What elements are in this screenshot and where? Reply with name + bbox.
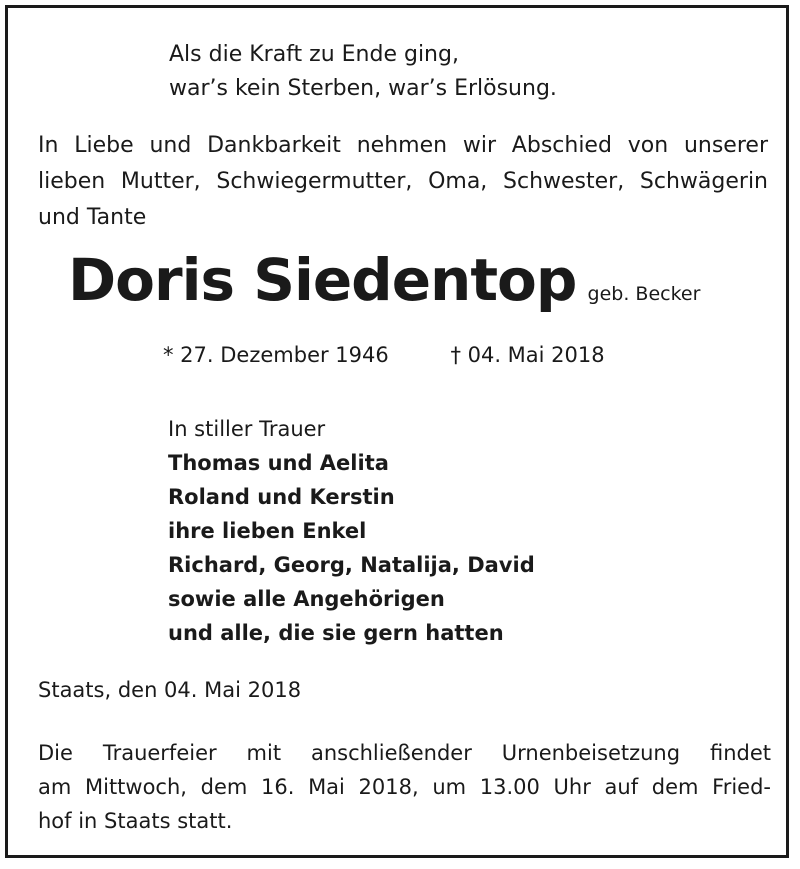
intro-line: lieben Mutter, Schwiegermutter, Oma, Schwester, Schwägerin bbox=[38, 169, 768, 194]
mourners bbox=[168, 412, 535, 650]
mourners-label: In stiller Trauer bbox=[168, 417, 326, 441]
mourner-line: ihre lieben Enkel bbox=[168, 519, 367, 543]
intro-line: In Liebe und Dankbarkeit nehmen wir Abschied von unserer bbox=[38, 133, 768, 158]
deceased-name-row bbox=[68, 246, 700, 314]
mourner-line: Roland und Kerstin bbox=[168, 485, 395, 509]
mourner-line: Richard, Georg, Natalija, David bbox=[168, 553, 535, 577]
ceremony-line: hof in Staats statt. bbox=[38, 809, 233, 833]
verse-line: war’s kein Sterben, war’s Erlösung. bbox=[169, 76, 557, 101]
intro-line: und Tante bbox=[38, 205, 147, 230]
obituary-card bbox=[5, 5, 789, 858]
deceased-name: Doris Siedentop bbox=[68, 246, 577, 314]
life-dates bbox=[163, 343, 605, 367]
intro-text bbox=[38, 128, 768, 236]
ceremony-text bbox=[38, 736, 771, 838]
maiden-name: geb. Becker bbox=[587, 283, 701, 305]
mourner-line: Thomas und Aelita bbox=[168, 451, 389, 475]
death-date: † 04. Mai 2018 bbox=[450, 343, 605, 367]
ceremony-line: am Mittwoch, dem 16. Mai 2018, um 13.00 Uhr auf dem Fried- bbox=[38, 775, 771, 799]
place-date: Staats, den 04. Mai 2018 bbox=[38, 678, 302, 702]
mourner-line: sowie alle Angehörigen bbox=[168, 587, 445, 611]
verse bbox=[169, 38, 557, 106]
mourner-line: und alle, die sie gern hatten bbox=[168, 621, 504, 645]
ceremony-line: Die Trauerfeier mit anschließender Urnenbeisetzung findet bbox=[38, 741, 771, 765]
birth-date: * 27. Dezember 1946 bbox=[163, 343, 389, 367]
verse-line: Als die Kraft zu Ende ging, bbox=[169, 42, 459, 67]
